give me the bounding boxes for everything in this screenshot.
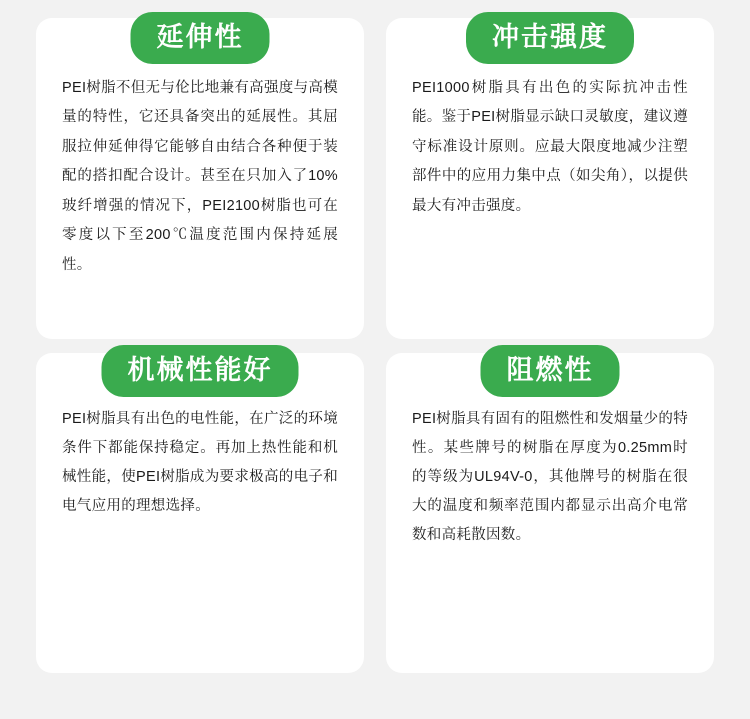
feature-card-body: PEI树脂不但无与伦比地兼有高强度与高模量的特性，它还具备突出的延展性。其屈服拉伸延伸得它能够自由结合各种便于装配的搭扣配合设计。甚至在只加入了10%玻纤增强的情况下，PEI2100树脂也可在零度以下至200℃温度范围内保持延展性。 [62,80,338,273]
feature-card-body: PEI树脂具有固有的阻燃性和发烟量少的特性。某些牌号的树脂在厚度为0.25mm时的等级为UL94V-0，其他牌号的树脂在很大的温度和频率范围内都显示出高介电常数和高耗散因数。 [412,410,688,543]
feature-card-body: PEI树脂具有出色的电性能，在广泛的环境条件下都能保持稳定。再加上热性能和机械性能，使PEI树脂成为要求极高的电子和电气应用的理想选择。 [62,410,338,514]
feature-card-body: PEI1000树脂具有出色的实际抗冲击性能。鉴于PEI树脂显示缺口灵敏度，建议遵守标准设计原则。应最大限度地减少注塑部件中的应用力集中点（如尖角），以提供最大有冲击强度。 [412,80,688,214]
feature-card-title: 机械性能好 [102,345,299,397]
feature-card-ductility [36,18,364,339]
feature-card-mechanical-performance [36,353,364,674]
feature-card-impact-strength [386,18,714,339]
feature-card-title: 延伸性 [131,12,270,64]
feature-card-title: 阻燃性 [481,345,620,397]
feature-card-grid [36,18,714,673]
feature-card-title: 冲击强度 [466,12,634,64]
feature-card-flame-retardancy [386,353,714,674]
